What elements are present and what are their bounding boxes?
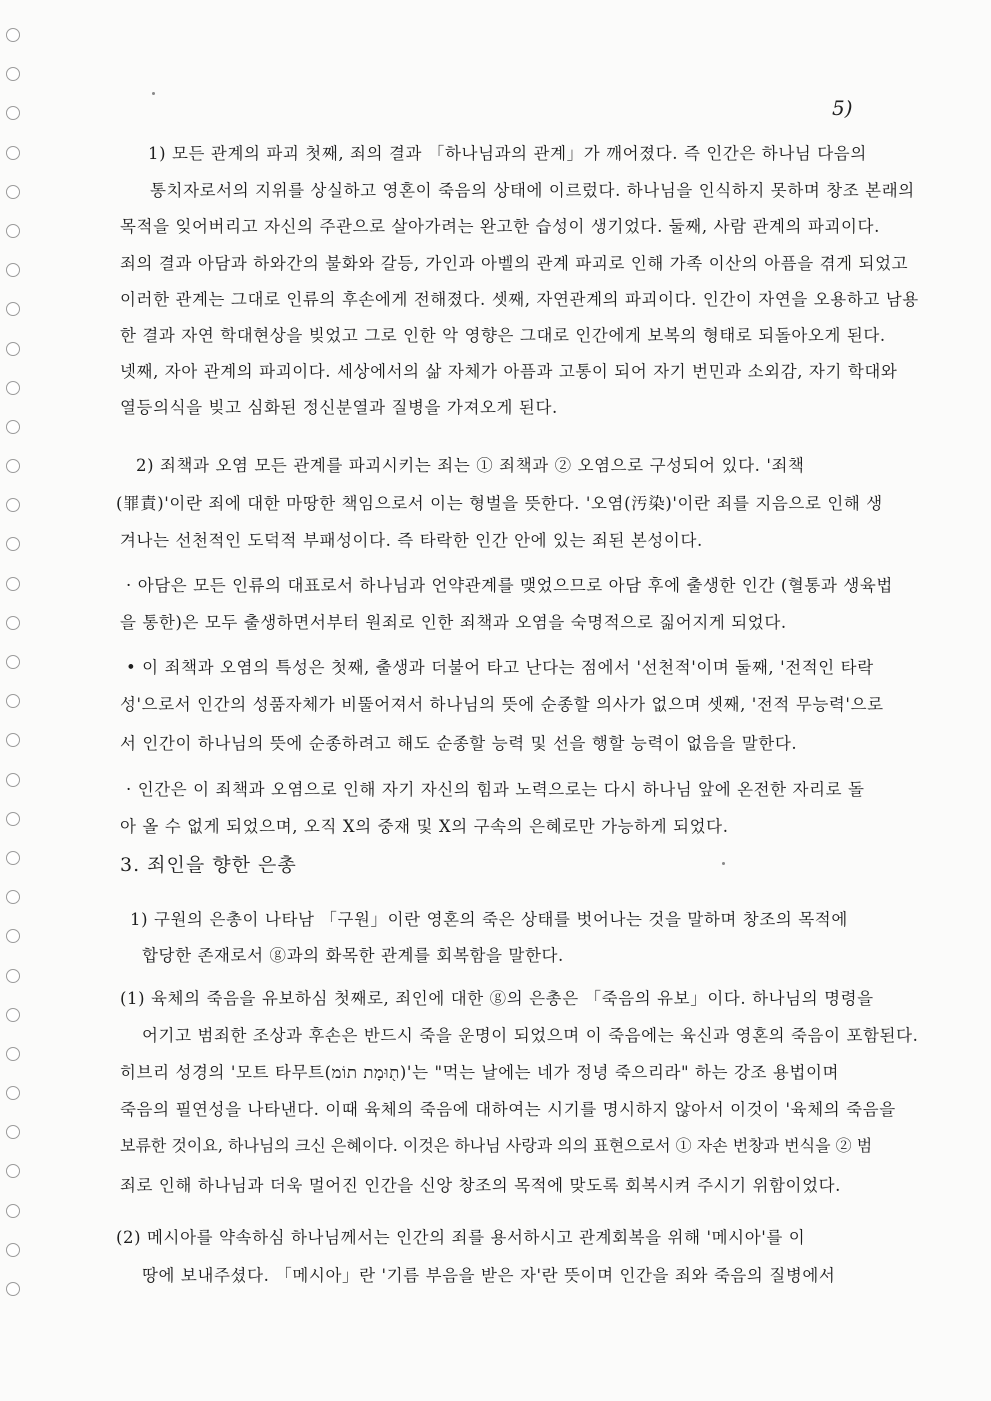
- text-line: 겨나는 선천적인 도덕적 부패성이다. 즉 타락한 인간 안에 있는 죄된 본성이다.: [120, 531, 703, 550]
- text-line: 합당한 존재로서 ⓖ과의 화목한 관계를 회복함을 말한다.: [142, 946, 564, 965]
- binder-hole: [6, 1086, 20, 1100]
- text-line: 보류한 것이요, 하나님의 크신 은혜이다. 이것은 하나님 사랑과 의의 표현으로서 ① 자손 번창과 번식을 ② 범: [120, 1136, 873, 1155]
- text-line: 어기고 범죄한 조상과 후손은 반드시 죽을 운명이 되었으며 이 죽음에는 육신과 영혼의 죽음이 포함된다.: [142, 1026, 919, 1045]
- binder-hole: [6, 851, 20, 865]
- binder-hole: [6, 302, 20, 316]
- binder-hole: [6, 1164, 20, 1178]
- binder-hole: [6, 28, 20, 42]
- binder-hole: [6, 381, 20, 395]
- binder-hole: [6, 929, 20, 943]
- text-line: 넷째, 자아 관계의 파괴이다. 세상에서의 삶 자체가 아픔과 고통이 되어 자기 번민과 소외감, 자기 학대와: [120, 362, 898, 381]
- text-line: (2) 메시아를 약속하심 하나님께서는 인간의 죄를 용서하시고 관계회복을 위해 '메시아'를 이: [116, 1228, 806, 1247]
- binder-hole: [6, 106, 20, 120]
- text-line: 열등의식을 빚고 심화된 정신분열과 질병을 가져오게 된다.: [120, 398, 558, 417]
- text-line: 땅에 보내주셨다. 「메시아」란 '기름 부음을 받은 자'란 뜻이며 인간을 죄와 죽음의 질병에서: [142, 1266, 836, 1285]
- binder-hole: [6, 459, 20, 473]
- text-line: 아 올 수 없게 되었으며, 오직 X의 중재 및 X의 구속의 은혜로만 가능하게 되었다.: [120, 817, 729, 836]
- binder-hole: [6, 263, 20, 277]
- page-number: 5): [832, 96, 853, 120]
- paper-speck: [722, 862, 725, 865]
- text-line: 히브리 성경의 '모트 타무트(ת֖וּמָת תוֹמ)'는 "먹는 날에는 네가 정녕 죽으리라" 하는 강조 용법이며: [120, 1063, 840, 1082]
- binder-hole: [6, 342, 20, 356]
- binder-hole: [6, 1243, 20, 1257]
- binder-hole: [6, 655, 20, 669]
- binder-hole: [6, 773, 20, 787]
- text-line: 을 통한)은 모두 출생하면서부터 원죄로 인한 죄책과 오염을 숙명적으로 짊어지게 되었다.: [120, 613, 787, 632]
- text-line: • 이 죄책과 오염의 특성은 첫째, 출생과 더불어 타고 난다는 점에서 '선천적'이며 둘째, '전적인 타락: [126, 658, 874, 677]
- binder-hole: [6, 616, 20, 630]
- text-line: (1) 육체의 죽음을 유보하심 첫째로, 죄인에 대한 ⓖ의 은총은 「죽음의 유보」이다. 하나님의 명령을: [120, 989, 874, 1008]
- binder-hole: [6, 733, 20, 747]
- binder-hole: [6, 185, 20, 199]
- binder-hole: [6, 969, 20, 983]
- binder-hole: [6, 1125, 20, 1139]
- text-line: 이러한 관계는 그대로 인류의 후손에게 전해졌다. 셋째, 자연관계의 파괴이다. 인간이 자연을 오용하고 남용: [120, 290, 919, 309]
- text-line: 죽음의 필연성을 나타낸다. 이때 육체의 죽음에 대하여는 시기를 명시하지 않아서 이것이 '육체의 죽음을: [120, 1100, 896, 1119]
- binder-hole: [6, 890, 20, 904]
- text-line: 죄로 인해 하나님과 더욱 멀어진 인간을 신앙 창조의 목적에 맞도록 회복시켜 주시기 위함이었다.: [120, 1176, 842, 1195]
- text-line: 서 인간이 하나님의 뜻에 순종하려고 해도 순종할 능력 및 선을 행할 능력이 없음을 말한다.: [120, 734, 798, 753]
- binder-hole: [6, 1008, 20, 1022]
- text-line: · 아담은 모든 인류의 대표로서 하나님과 언약관계를 맺었으므로 아담 후에 출생한 인간 (혈통과 생육법: [126, 576, 893, 595]
- binder-holes: [6, 28, 36, 1321]
- text-line: (罪責)'이란 죄에 대한 마땅한 책임으로서 이는 형벌을 뜻한다. '오염(汚染)'이란 죄를 지음으로 인해 생: [116, 494, 883, 513]
- text-line: 1) 모든 관계의 파괴 첫째, 죄의 결과 「하나님과의 관계」가 깨어졌다. 즉 인간은 하나님 다음의: [148, 144, 867, 163]
- binder-hole: [6, 812, 20, 826]
- binder-hole: [6, 1047, 20, 1061]
- binder-hole: [6, 694, 20, 708]
- binder-hole: [6, 1204, 20, 1218]
- text-line: 통치자로서의 지위를 상실하고 영혼이 죽음의 상태에 이르렀다. 하나님을 인식하지 못하며 창조 본래의: [150, 181, 915, 200]
- text-line: 성'으로서 인간의 성품자체가 비뚤어져서 하나님의 뜻에 순종할 의사가 없으며 셋째, '전적 무능력'으로: [120, 695, 884, 714]
- binder-hole: [6, 224, 20, 238]
- text-line: 한 결과 자연 학대현상을 빚었고 그로 인한 악 영향은 그대로 인간에게 보복의 형태로 되돌아오게 된다.: [120, 326, 886, 345]
- binder-hole: [6, 1282, 20, 1296]
- binder-hole: [6, 420, 20, 434]
- section-heading: 3. 죄인을 향한 은총: [120, 854, 297, 876]
- text-line: 죄의 결과 아담과 하와간의 불화와 갈등, 가인과 아벨의 관계 파괴로 인해 가족 이산의 아픔을 겪게 되었고: [120, 254, 909, 273]
- text-line: 1) 구원의 은총이 나타남 「구원」이란 영혼의 죽은 상태를 벗어나는 것을 말하며 창조의 목적에: [130, 910, 848, 929]
- paper-speck: [152, 92, 155, 95]
- binder-hole: [6, 537, 20, 551]
- text-line: 목적을 잊어버리고 자신의 주관으로 살아가려는 완고한 습성이 생기었다. 둘째, 사람 관계의 파괴이다.: [120, 217, 880, 236]
- text-line: · 인간은 이 죄책과 오염으로 인해 자기 자신의 힘과 노력으로는 다시 하나님 앞에 온전한 자리로 돌: [126, 780, 865, 799]
- binder-hole: [6, 577, 20, 591]
- binder-hole: [6, 67, 20, 81]
- binder-hole: [6, 498, 20, 512]
- text-line: 2) 죄책과 오염 모든 관계를 파괴시키는 죄는 ① 죄책과 ② 오염으로 구성되어 있다. '죄책: [136, 456, 805, 475]
- binder-hole: [6, 146, 20, 160]
